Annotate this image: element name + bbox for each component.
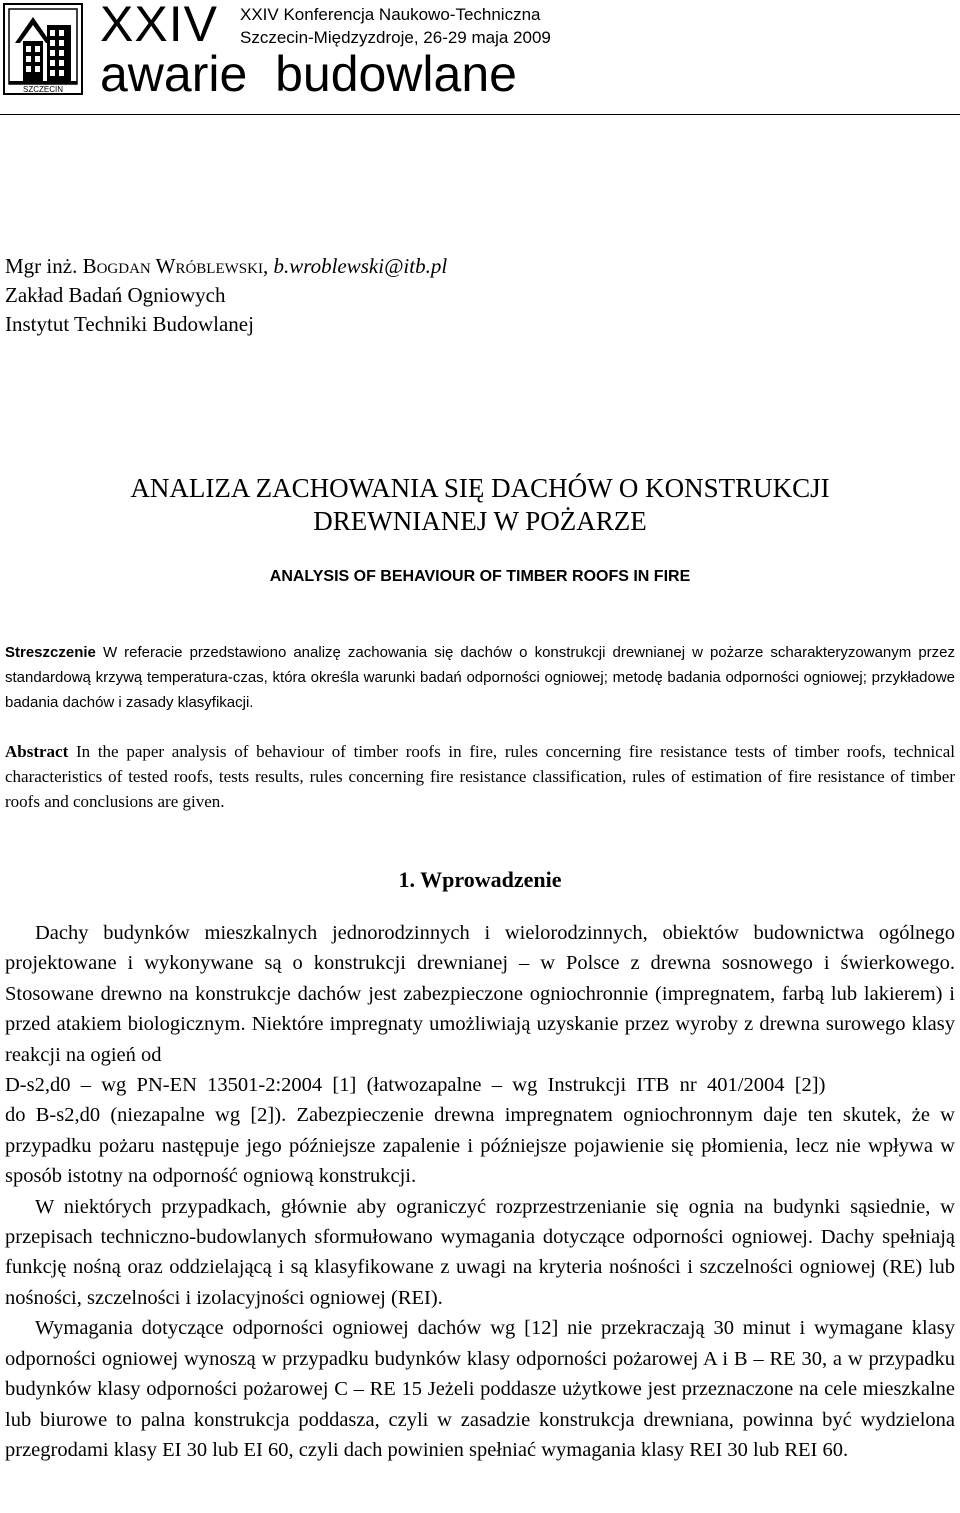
paragraph-3: Wymagania dotyczące odporności ogniowej dachów wg [12] nie przekraczają 30 minut i wymagane klasy odporności ogniowej wynoszą w przypadku budynków klasy odporności pożarowej A i B – RE 30, a w przypadku budynków klasy odporności pożarowej C – RE 15 Jeżeli poddasze użytkowe jest przeznaczone na cele mieszkalne lub biurowe to palna konstrukcja poddasza, czyli w zasadzie konstrukcja drewniana, powinna być wydzielona przegrodami klasy EI 30 lub EI 60, czyli dach powinien spełniać wymagania klasy REI 30 lub REI 60. [5,1317,955,1461]
paragraph-1-text: Dachy budynków mieszkalnych jednorodzinnych i wielorodzinnych, obiektów budownictwa ogólnego projektowane i wykonywane są o konstrukcji drewnianej – w Polsce z drewna sosnowego i świerkowego. Stosowane drewno na konstrukcje dachów jest zabezpieczone ogniochronnie (impregnatem, farbą lub lakierem) i przed atakiem biologicznym. Niektóre impregnaty umożliwiają uzyskanie przez wyroby z drewna surowego klasy reakcji na ogień od [5,922,955,1066]
author-line [5,252,447,281]
paragraph-1 [5,918,955,1192]
author-prefix: Mgr inż. [5,254,83,278]
body-text [5,918,955,1465]
series-title-text: awarie budowlane [100,46,517,102]
conference-place-date: Szczecin-Międzyzdroje, 26-29 maja 2009 [240,28,551,47]
abstract-polish-label: Streszczenie [5,644,96,661]
conference-name: XXIV Konferencja Naukowo-Techniczna [240,5,541,24]
author-name: Bogdan Wróblewski [82,254,263,278]
conference-logo [3,3,83,95]
abstract-english-text: In the paper analysis of behaviour of timber roofs in fire, rules concerning fire resistance tests of timber roofs, technical characteristics of tested roofs, tests results, rules concerning fire resistance classification, rules of estimation of fire resistance of timber roofs and conclusions are given. [5,742,955,811]
author-separator: , [262,254,274,278]
author-block [5,252,447,339]
header-divider [0,114,960,115]
abstract-english [5,739,955,814]
paper-title [0,472,960,538]
paragraph-1-classification-line: D-s2,d0 – wg PN-EN 13501-2:2004 [1] (łatwozapalne – wg Instrukcji ITB nr 401/2004 [2]) [5,1074,826,1097]
abstract-english-label: Abstract [5,742,69,761]
building-icon [3,3,83,95]
abstract-polish-text: W referacie przedstawiono analizę zachowania się dachów o konstrukcji drewnianej w pożarze scharakteryzowanym przez standardową krzywą temperatura-czas, która określa warunki badań odporności ogniowej; metodę badania odporności ogniowej; przykładowe badania dachów i zasady klasyfikacji. [5,644,955,711]
series-title [100,44,517,104]
author-email[interactable]: b.wroblewski@itb.pl [273,254,448,278]
paragraph-2: W niektórych przypadkach, głównie aby ograniczyć rozprzestrzenianie się ognia na budynki sąsiednie, w przepisach techniczno-budowlanych sformułowano wymagania dotyczące odporności ogniowej. Dachy spełniają funkcję nośną oraz oddzielającą i są klasyfikowane z uwagi na kryteria nośności i szczelności ogniowej (RE) lub nośności, szczelności i izolacyjności ogniowej (REI). [5,1195,955,1309]
paper-title-english: ANALYSIS OF BEHAVIOUR OF TIMBER ROOFS IN FIRE [269,568,691,585]
conference-number: XXIV [100,0,218,52]
section-heading: 1. Wprowadzenie [398,867,562,892]
author-department: Zakład Badań Ogniowych [5,283,226,307]
paper-title-text: ANALIZA ZACHOWANIA SIĘ DACHÓW O KONSTRUKCJI DREWNIANEJ W POŻARZE [130,473,830,536]
paragraph-1-rest: do B-s2,d0 (niezapalne wg [2]). Zabezpieczenie drewna impregnatem ogniochronnym daje ten skutek, że w przypadku pożaru następuje jego późniejsze zapalenie i późniejsze pojawienie się płomienia, lecz nie wpływa w sposób istotny na odporność ogniową konstrukcji. [5,1104,955,1188]
author-institute: Instytut Techniki Budowlanej [5,312,254,336]
abstract-polish [5,640,955,715]
logo-label: SZCZECIN [23,85,63,94]
